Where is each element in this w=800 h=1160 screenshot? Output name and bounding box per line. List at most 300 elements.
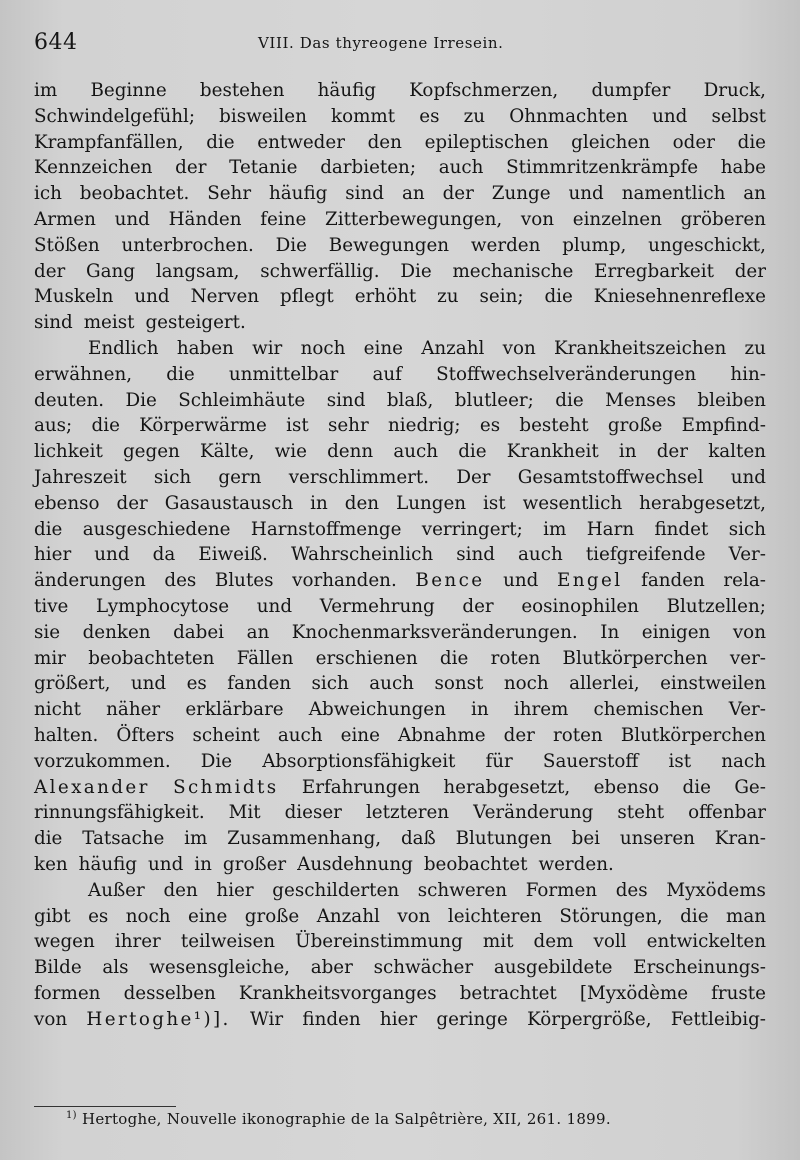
word: von	[397, 905, 431, 927]
text-line	[34, 491, 766, 517]
word: erwähnen,	[34, 363, 133, 385]
word: größert,	[34, 673, 111, 695]
word: Kran-	[714, 828, 766, 850]
word: die	[439, 647, 469, 669]
text-line	[34, 284, 766, 310]
word: Sauerstoff	[542, 750, 639, 772]
word: nach	[721, 750, 766, 772]
word: im	[543, 518, 567, 540]
body-text	[34, 78, 766, 1032]
word: an	[743, 183, 766, 205]
text-line	[34, 207, 766, 233]
word: ver-	[729, 647, 766, 669]
word: Lymphocytose	[96, 595, 230, 617]
word: fanden	[227, 673, 292, 695]
word: aber	[310, 957, 353, 979]
text-line	[34, 800, 766, 826]
word: ausgeschiedene	[82, 518, 231, 540]
word: Blutkörperchen	[620, 724, 766, 746]
word: roten	[553, 724, 603, 746]
word: des	[164, 570, 197, 592]
word: beobachteten	[88, 647, 215, 669]
text-line	[34, 826, 766, 852]
text-line	[34, 465, 766, 491]
word: betrachtet	[459, 982, 557, 1004]
word: eine	[188, 905, 228, 927]
word: findet	[654, 518, 709, 540]
word: sind	[345, 183, 384, 205]
word: Krankheit	[506, 441, 599, 463]
footnote-text: Hertoghe, Nouvelle ikonographie de la Salpêtrière, XII, 261. 1899.	[81, 1110, 611, 1128]
word: ihrem	[513, 699, 569, 721]
word: Wahrscheinlich	[290, 544, 434, 566]
word: Tetanie	[229, 157, 298, 179]
word: [Myxödème	[579, 982, 689, 1004]
word: schwerfällig.	[260, 260, 380, 282]
word: näher	[106, 699, 161, 721]
word: auf	[372, 363, 402, 385]
word: selbst	[711, 105, 766, 127]
word: Öfters	[116, 724, 175, 746]
word: von	[502, 337, 536, 359]
word: wir	[252, 337, 283, 359]
word: an	[401, 183, 425, 205]
word: und	[130, 673, 167, 695]
word: sie	[34, 621, 61, 643]
word: sind	[456, 544, 495, 566]
word: besteht	[519, 415, 589, 437]
word: in	[310, 492, 328, 514]
word: ebenso	[34, 492, 100, 514]
word: Die	[125, 389, 157, 411]
word: ich	[34, 183, 62, 205]
word: ist	[286, 415, 309, 437]
word: daß	[400, 828, 436, 850]
word: Harnstoffmenge	[250, 518, 402, 540]
word: Die	[200, 750, 233, 772]
text-line	[34, 904, 766, 930]
word: ist	[668, 750, 692, 772]
word: zu	[437, 286, 459, 308]
word: vorhanden.	[292, 570, 397, 592]
word: Gesamtstoffwechsel	[517, 466, 704, 488]
word: Stößen	[34, 234, 100, 256]
word: langsam,	[155, 260, 240, 282]
word: unterbrochen.	[121, 234, 254, 256]
word: mit	[482, 931, 514, 953]
word: im	[184, 828, 208, 850]
word: des	[615, 879, 648, 901]
word: denken	[82, 621, 151, 643]
text-line	[34, 671, 766, 697]
word: Bence	[415, 570, 485, 592]
word: steht	[617, 802, 665, 824]
word: auch	[369, 673, 414, 695]
word: kalten	[708, 441, 766, 463]
word: Ge-	[734, 776, 766, 798]
word: sehr	[327, 415, 369, 437]
word: unseren	[619, 828, 695, 850]
word: pflegt	[280, 286, 334, 308]
word: sind	[326, 389, 366, 411]
word: in	[194, 853, 212, 875]
word: man	[725, 905, 766, 927]
text-line	[34, 594, 766, 620]
word: häufig	[78, 853, 138, 875]
word: erschienen	[315, 647, 418, 669]
word: Krankheitszeichen	[554, 337, 727, 359]
word: Ausdehnung	[297, 853, 413, 875]
word: und	[652, 105, 688, 127]
word: wie	[274, 441, 307, 463]
word: scheint	[192, 724, 260, 746]
word: hin-	[730, 363, 766, 385]
word: Abweichungen	[308, 699, 446, 721]
footnote	[66, 1110, 611, 1128]
word: teilweisen	[180, 931, 276, 953]
text-line	[34, 542, 766, 568]
text-line	[34, 981, 766, 1007]
word: es	[186, 673, 207, 695]
word: formen	[34, 982, 101, 1004]
text-line	[34, 749, 766, 775]
text-line	[34, 1007, 766, 1033]
word: Stoffwechselveränderungen	[436, 363, 697, 385]
word: eosinophilen	[521, 595, 639, 617]
word: hier	[34, 544, 72, 566]
word: und	[568, 183, 604, 205]
word: geringe	[436, 1008, 508, 1030]
word: bestehen	[199, 80, 285, 101]
word: kommt	[331, 105, 396, 127]
text-line	[34, 130, 766, 156]
word: auch	[438, 157, 484, 179]
word: Körperwärme	[139, 415, 267, 437]
word: schweren	[417, 879, 507, 901]
word: auch	[518, 544, 563, 566]
word: plump,	[562, 234, 627, 256]
word: und	[134, 286, 170, 308]
word: noch	[300, 337, 346, 359]
word: Muskeln	[34, 286, 114, 308]
word: der	[116, 492, 148, 514]
word: voll	[593, 931, 627, 953]
text-line	[34, 413, 766, 439]
word: Fettleibig-	[670, 1008, 766, 1030]
word: ebenso	[593, 776, 660, 798]
text-line	[34, 955, 766, 981]
word: die	[166, 363, 195, 385]
word: sein;	[479, 286, 524, 308]
word: beobachtet	[423, 853, 528, 875]
word: feine	[260, 208, 307, 230]
text-line	[34, 336, 766, 362]
word: einigen	[641, 621, 711, 643]
word: als	[102, 957, 129, 979]
word: fanden	[641, 570, 705, 592]
word: Bewegungen	[328, 234, 450, 256]
word: hier	[379, 1008, 418, 1030]
word: Kennzeichen	[34, 157, 153, 179]
word: Schwindelgefühl;	[34, 105, 196, 127]
text-line	[34, 568, 766, 594]
word: aus;	[34, 415, 73, 437]
footnote-marker: 1)	[66, 1110, 77, 1121]
word: entweder	[257, 131, 345, 153]
word: mechanische	[452, 260, 574, 282]
word: eine	[340, 724, 380, 746]
word: Kniesehnenreflexe	[593, 286, 766, 308]
word: Störungen,	[559, 905, 663, 927]
word: sich	[311, 673, 349, 695]
word: zu	[744, 337, 766, 359]
word: sonst	[434, 673, 484, 695]
word: darbieten;	[320, 157, 416, 179]
word: Stimmritzenkrämpfe	[506, 157, 699, 179]
word: die	[544, 286, 573, 308]
word: sind	[34, 312, 73, 334]
word: In	[600, 621, 620, 643]
word: wegen	[34, 931, 95, 953]
word: den	[344, 492, 380, 514]
word: Anzahl	[421, 337, 485, 359]
text-line	[34, 646, 766, 672]
word: von	[520, 208, 555, 230]
word: mir	[34, 647, 66, 669]
word: Empfind-	[681, 415, 766, 437]
word: Erscheinungs-	[633, 957, 766, 979]
word: einstweilen	[660, 673, 766, 695]
word: zu	[463, 105, 486, 127]
word: Krankheitsvorganges	[238, 982, 437, 1004]
word: Alexander	[34, 776, 150, 798]
word: Blutzellen;	[666, 595, 766, 617]
word: gern	[218, 466, 262, 488]
word: Sehr	[207, 183, 252, 205]
word: Erfahrungen	[301, 776, 420, 798]
word: allerlei,	[569, 673, 640, 695]
word: vorzukommen.	[34, 750, 171, 772]
text-line	[34, 517, 766, 543]
text-line	[34, 310, 766, 336]
word: gibt	[34, 905, 71, 927]
word: Veränderung	[473, 802, 594, 824]
word: Zunge	[491, 183, 551, 205]
word: in	[471, 699, 489, 721]
word: der	[656, 441, 688, 463]
text-line	[34, 439, 766, 465]
word: halten.	[34, 724, 99, 746]
word: geschilderten	[272, 879, 400, 901]
word: der	[34, 260, 66, 282]
word: in	[618, 441, 637, 463]
word: Außer	[88, 879, 145, 901]
word: haben	[176, 337, 234, 359]
word: die	[555, 389, 584, 411]
word: denn	[327, 441, 374, 463]
word: häufig	[269, 183, 328, 205]
text-line	[34, 259, 766, 285]
word: erklärbare	[185, 699, 284, 721]
word: und	[114, 208, 150, 230]
word: einzelnen	[572, 208, 662, 230]
word: ken	[34, 853, 68, 875]
word: lichkeit	[34, 441, 103, 463]
word: meist	[83, 312, 135, 334]
word: ausgebildete	[493, 957, 613, 979]
word: die	[680, 905, 709, 927]
word: entwickelten	[646, 931, 766, 953]
word: Schmidts	[173, 776, 279, 798]
word: noch	[503, 673, 549, 695]
word: Abnahme	[398, 724, 486, 746]
word: dem	[533, 931, 574, 953]
word: hier	[216, 879, 254, 901]
word: Ohnmachten	[509, 105, 628, 127]
word: ungeschickt,	[648, 234, 766, 256]
text-line	[34, 723, 766, 749]
word: Armen	[34, 208, 96, 230]
running-title: VIII. Das thyreogene Irresein.	[258, 34, 504, 52]
word: dieser	[284, 802, 342, 824]
word: blutleer;	[454, 389, 534, 411]
word: für	[485, 750, 513, 772]
word: blaß,	[386, 389, 434, 411]
word: ihrer	[114, 931, 161, 953]
word: große	[607, 415, 663, 437]
word: Myxödems	[666, 879, 766, 901]
word: und	[256, 595, 293, 617]
word: Erregbarkeit	[594, 260, 714, 282]
text-line	[34, 697, 766, 723]
word: chemischen	[593, 699, 704, 721]
word: deuten.	[34, 389, 105, 411]
word: schwächer	[373, 957, 474, 979]
text-line	[34, 155, 766, 181]
word: namentlich	[621, 183, 726, 205]
word: der	[503, 724, 535, 746]
word: wesentlich	[522, 492, 623, 514]
word: werden	[470, 234, 541, 256]
word: roten	[490, 647, 541, 669]
word: die	[91, 415, 120, 437]
word: sich	[728, 518, 766, 540]
word: unmittelbar	[228, 363, 339, 385]
word: von	[732, 621, 766, 643]
word: Bilde	[34, 957, 82, 979]
word: Fällen	[236, 647, 294, 669]
word: Anzahl	[316, 905, 380, 927]
word: der	[175, 157, 207, 179]
word: Vermehrung	[319, 595, 435, 617]
word: Endlich	[88, 337, 159, 359]
word: herabgesetzt,	[443, 776, 571, 798]
text-line	[34, 852, 766, 878]
word: dumpfer	[591, 80, 671, 101]
word: werden.	[538, 853, 614, 875]
word: Menses	[605, 389, 676, 411]
word: der	[734, 260, 766, 282]
text-line	[34, 78, 766, 104]
word: der	[442, 183, 474, 205]
word: Jahreszeit	[34, 466, 127, 488]
word: die	[737, 131, 766, 153]
word: eine	[363, 337, 403, 359]
word: gleichen	[571, 131, 650, 153]
word: nicht	[34, 699, 81, 721]
word: bei	[571, 828, 601, 850]
word: noch	[125, 905, 171, 927]
word: großer	[222, 853, 287, 875]
word: die	[34, 828, 63, 850]
word: Hertoghe¹)].	[86, 1008, 231, 1030]
word: Kälte,	[200, 441, 255, 463]
word: und	[148, 853, 184, 875]
text-line	[34, 929, 766, 955]
text-line	[34, 362, 766, 388]
word: Schleimhäute	[178, 389, 306, 411]
word: es	[88, 905, 109, 927]
text-line	[34, 233, 766, 259]
word: Engel	[556, 570, 623, 592]
page-number: 644	[34, 30, 78, 55]
word: tiefgreifende	[585, 544, 706, 566]
word: Knochenmarksveränderungen.	[291, 621, 578, 643]
word: Wir	[250, 1008, 284, 1030]
word: Der	[456, 466, 491, 488]
word: Ver-	[728, 699, 766, 721]
word: Beginne	[90, 80, 167, 101]
word: Krampfanfällen,	[34, 131, 184, 153]
word: beobachtet.	[79, 183, 190, 205]
word: letzteren	[365, 802, 450, 824]
word: habe	[720, 157, 766, 179]
word: an	[246, 621, 270, 643]
word: leichteren	[447, 905, 542, 927]
word: Eiweiß.	[198, 544, 268, 566]
word: rela-	[723, 570, 766, 592]
word: und	[503, 570, 539, 592]
word: bisweilen	[219, 105, 307, 127]
page-header	[34, 30, 764, 60]
text-line	[34, 388, 766, 414]
word: desselben	[123, 982, 216, 1004]
word: bleiben	[697, 389, 766, 411]
word: oder	[672, 131, 715, 153]
word: sich	[153, 466, 192, 488]
word: die	[206, 131, 235, 153]
word: Kopfschmerzen,	[409, 80, 559, 101]
word: Blutkörperchen	[562, 647, 708, 669]
word: rinnungsfähigkeit.	[34, 802, 205, 824]
word: erhöht	[354, 286, 417, 308]
word: niedrig;	[388, 415, 461, 437]
word: Tatsache	[82, 828, 165, 850]
text-line	[34, 878, 766, 904]
word: Harn	[586, 518, 635, 540]
word: die	[458, 441, 487, 463]
word: verschlimmert.	[288, 466, 430, 488]
word: gegen	[122, 441, 180, 463]
word: Blutungen	[455, 828, 552, 850]
word: herabgesetzt,	[639, 492, 766, 514]
word: Blutes	[214, 570, 274, 592]
word: fruste	[711, 982, 766, 1004]
text-line	[34, 775, 766, 801]
word: Nerven	[190, 286, 260, 308]
word: große	[244, 905, 300, 927]
word: ist	[483, 492, 506, 514]
